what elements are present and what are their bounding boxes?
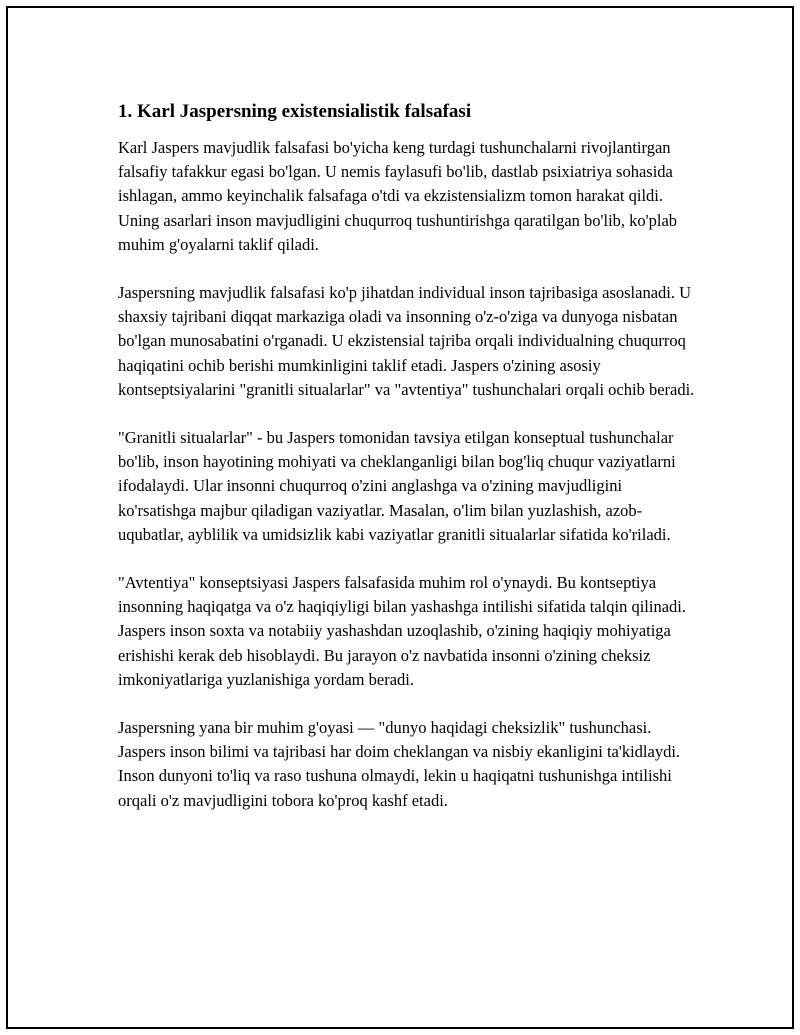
page-frame xyxy=(6,6,794,1029)
document-body xyxy=(118,100,698,837)
paragraph-5: Jaspersning yana bir muhim g'oyasi — "dunyo haqidagi cheksizlik" tushunchasi. Jaspers inson bilimi va tajribasi har doim cheklangan va nisbiy ekanligini ta'kidlaydi. Inson dunyoni to'liq va raso tushuna olmaydi, lekin u haqiqatni tushunishga intilishi orqali o'z mavjudligini tobora ko'proq kashf etadi. xyxy=(118,718,681,810)
paragraph-4: "Avtentiya" konseptsiyasi Jaspers falsafasida muhim rol o'ynaydi. Bu kontseptiya insonning haqiqatga va o'z haqiqiyligi bilan yashashga intilishi sifatida talqin qilinadi. Jaspers inson soxta va notabiiy yashashdan uzoqlashib, o'zining haqiqiy mohiyatiga erishishi kerak deb hisoblaydi. Bu jarayon o'z navbatida insonni o'zining cheksiz imkoniyatlariga yuzlanishiga yordam beradi. xyxy=(118,573,687,689)
paragraph-1: Karl Jaspers mavjudlik falsafasi bo'yicha keng turdagi tushunchalarni rivojlantirgan falsafiy tafakkur egasi bo'lgan. U nemis faylasufi bo'lib, dastlab psixiatriya sohasida ishlagan, ammo keyinchalik falsafaga o'tdi va ekzistensializm tomon harakat qildi. Uning asarlari inson mavjudligini chuqurroq tushuntirishga qaratilgan bo'lib, ko'plab muhim g'oyalarni taklif qiladi. xyxy=(118,138,678,254)
paragraph-2: Jaspersning mavjudlik falsafasi ko'p jihatdan individual inson tajribasiga asoslanadi. U shaxsiy tajribani diqqat markaziga oladi va insonning o'z-o'ziga va dunyoga nisbatan bo'lgan munosabatini o'rganadi. U ekzistensial tajriba orqali individualning chuqurroq haqiqatini ochib berishi mumkinligini taklif etadi. Jaspers o'zining asosiy kontseptsiyalarini "granitli situalarlar" va "avtentiya" tushunchalari orqali ochib beradi. xyxy=(118,283,695,399)
section-heading: 1. Karl Jaspersning existensialistik falsafasi xyxy=(118,101,472,122)
paragraph-3: "Granitli situalarlar" - bu Jaspers tomonidan tavsiya etilgan konseptual tushunchalar bo'lib, inson hayotining mohiyati va cheklanganligi bilan bog'liq chuqur vaziyatlarni ifodalaydi. Ular insonni chuqurroq o'zini anglashga va o'zining mavjudligini ko'rsatishga majbur qiladigan vaziyatlar. Masalan, o'lim bilan yuzlashish, azob-uqubatlar, ayblilik va umidsizlik kabi vaziyatlar granitli situalarlar sifatida ko'riladi. xyxy=(118,428,676,544)
